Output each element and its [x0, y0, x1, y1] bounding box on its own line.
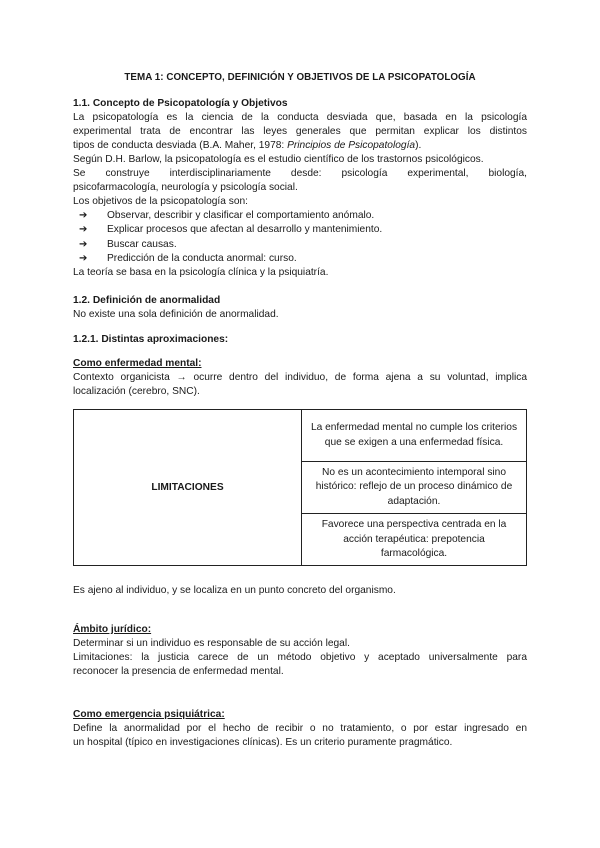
arrow-right-icon: ➔ [79, 224, 88, 236]
objectives-intro: Los objetivos de la psicopatología son: [73, 196, 249, 207]
citation-end: ). [415, 140, 422, 151]
list-item: ➔ Buscar causas. [73, 238, 527, 252]
barlow-definition: Según D.H. Barlow, la psicopatología es el estudio científico de los trastornos psicológicos. [73, 154, 484, 165]
paragraph-line: experimental trata de encontrar las leyes generales que permitan explicar los distintos [73, 126, 527, 137]
paragraph-line: un hospital (típico en investigaciones clínicas). Es un criterio puramente pragmático. [73, 737, 453, 748]
paragraph-line: La psicopatología es la ciencia de la conducta desviada que, basada en la psicología [73, 112, 527, 123]
list-item: ➔ Predicción de la conducta anormal: curso. [73, 252, 527, 266]
paragraph-line: reconocer la presencia de enfermedad mental. [73, 666, 284, 677]
section-1-2-heading: 1.2. Definición de anormalidad [73, 295, 221, 306]
mental-illness-heading: Como enfermedad mental: [73, 358, 202, 369]
limitations-label: LIMITACIONES [74, 410, 302, 566]
paragraph-line: Contexto organicista → ocurre dentro del individuo, de forma ajena a su voluntad, implica [73, 372, 527, 383]
limitation-cell: La enfermedad mental no cumple los criterios que se exigen a una enfermedad física. [302, 410, 527, 462]
section-1-1-heading: 1.1. Concepto de Psicopatología y Objetivos [73, 98, 288, 109]
list-item: ➔ Observar, describir y clasificar el comportamiento anómalo. [73, 209, 527, 223]
list-item: ➔ Explicar procesos que afectan al desarrollo y mantenimiento. [73, 223, 527, 237]
paragraph-line-citation [73, 139, 527, 153]
paragraph-line: Define la anormalidad por el hecho de recibir o no tratamiento, o por estar ingresado en [73, 723, 527, 734]
book-title: Principios de Psicopatología [287, 140, 416, 151]
paragraph-line: Se construye interdisciplinariamente desde: psicología experimental, biología, [73, 168, 527, 179]
legal-heading: Ámbito jurídico: [73, 624, 152, 635]
objectives-list [73, 209, 527, 267]
paragraph-line: Limitaciones: la justicia carece de un método objetivo y aceptado universalmente para [73, 652, 527, 663]
arrow-right-icon: ➔ [79, 253, 88, 265]
closing-line: La teoría se basa en la psicología clínica y la psiquiatría. [73, 267, 329, 278]
arrow-right-icon: ➔ [79, 238, 88, 250]
document-title: TEMA 1: CONCEPTO, DEFINICIÓN Y OBJETIVOS DE LA PSICOPATOLOGÍA [124, 72, 476, 83]
paragraph-line: Determinar si un individuo es responsable de su acción legal. [73, 638, 350, 649]
paragraph-line: localización (cerebro, SNC). [73, 386, 200, 397]
arrow-right-icon: ➔ [79, 210, 88, 221]
citation-text: tipos de conducta desviada (B.A. Maher, 1978: [73, 140, 288, 151]
after-table-text: Es ajeno al individuo, y se localiza en un punto concreto del organismo. [73, 585, 396, 596]
limitation-cell: No es un acontecimiento intemporal sino histórico: reflejo de un proceso dinámico de adaptación. [302, 462, 527, 514]
emergency-heading: Como emergencia psiquiátrica: [73, 709, 225, 720]
limitation-cell: Favorece una perspectiva centrada en la acción terapéutica: prepotencia farmacológica. [302, 514, 527, 566]
section-1-2-1-heading: 1.2.1. Distintas aproximaciones: [73, 334, 229, 345]
paragraph-line: psicofarmacología, neurología y psicología social. [73, 182, 298, 193]
limitations-table [73, 409, 527, 566]
section-1-2-text: No existe una sola definición de anormalidad. [73, 309, 279, 320]
